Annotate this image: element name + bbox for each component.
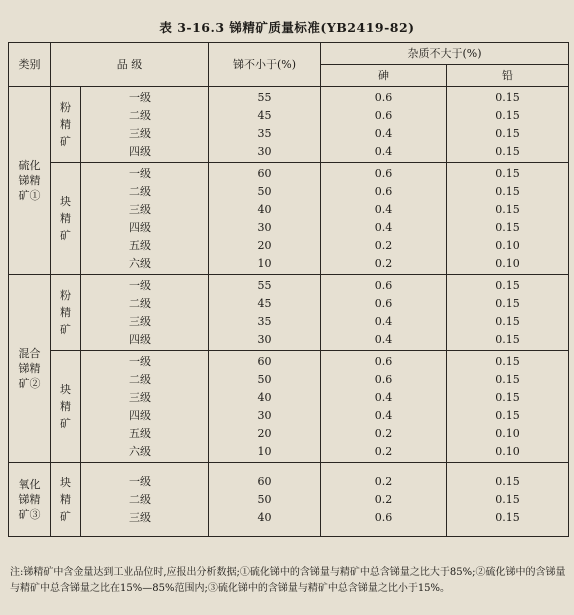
pb-value: 0.15: [495, 126, 520, 140]
sb-value: 30: [257, 408, 272, 422]
subcategory-cell: [51, 351, 81, 463]
sb-values-cell: [209, 163, 321, 275]
category-name-line: 锑精: [18, 362, 41, 375]
subcategory-name-line: 矿: [60, 229, 71, 242]
subcategory-name-line: 矿: [60, 510, 71, 523]
as-value: 0.4: [374, 314, 393, 328]
pb-value: 0.15: [495, 220, 520, 234]
as-value: 0.6: [374, 354, 393, 368]
table-title: 表 3-16.3 锑精矿质量标准(YB2419-82): [159, 20, 415, 35]
subcategory-name-line: 块: [60, 383, 71, 396]
table-row: [9, 463, 569, 537]
grade-value: 一级: [129, 90, 151, 104]
pb-value: 0.15: [495, 184, 520, 198]
grade-value: 一级: [129, 474, 151, 488]
sb-value: 55: [257, 90, 272, 104]
grade-value: 五级: [129, 238, 151, 252]
pb-value: 0.15: [495, 372, 520, 386]
grade-value: 二级: [129, 184, 151, 198]
as-values-cell: [321, 463, 447, 537]
header-pb: 铅: [447, 65, 569, 87]
as-value: 0.6: [374, 184, 393, 198]
subcategory-name-line: 精: [60, 493, 71, 506]
as-value: 0.6: [374, 510, 393, 524]
subcategory-cell: [51, 87, 81, 163]
grade-value: 二级: [129, 492, 151, 506]
subcategory-cell: [51, 163, 81, 275]
sb-value: 50: [257, 492, 272, 506]
pb-values-cell: [447, 463, 569, 537]
as-value: 0.4: [374, 202, 393, 216]
as-value: 0.2: [374, 492, 393, 506]
as-value: 0.4: [374, 220, 393, 234]
sb-value: 55: [257, 278, 272, 292]
table-row: [9, 163, 569, 275]
subcategory-name-line: 粉: [60, 289, 71, 302]
as-values-cell: [321, 351, 447, 463]
subcategory-name-line: 精: [60, 400, 71, 413]
category-cell: [9, 463, 51, 537]
grade-value: 五级: [129, 426, 151, 440]
grade-value: 二级: [129, 372, 151, 386]
as-value: 0.2: [374, 444, 393, 458]
header-as: 砷: [321, 65, 447, 87]
as-value: 0.6: [374, 166, 393, 180]
category-name-line: 锑精: [18, 174, 41, 187]
pb-value: 0.15: [495, 474, 520, 488]
quality-standard-table: [8, 42, 569, 537]
category-name-line: 混合: [18, 347, 41, 360]
grade-values-cell: [81, 463, 209, 537]
sb-value: 50: [257, 184, 272, 198]
header-impurity: 杂质不大于(%): [321, 43, 569, 65]
as-value: 0.4: [374, 390, 393, 404]
pb-value: 0.15: [495, 354, 520, 368]
pb-values-cell: [447, 87, 569, 163]
grade-value: 二级: [129, 108, 151, 122]
pb-value: 0.15: [495, 296, 520, 310]
category-cell: [9, 87, 51, 275]
grade-values-cell: [81, 163, 209, 275]
sb-value: 35: [257, 126, 272, 140]
sb-value: 30: [257, 220, 272, 234]
as-values-cell: [321, 275, 447, 351]
pb-value: 0.15: [495, 314, 520, 328]
grade-value: 四级: [129, 332, 151, 346]
subcategory-name-line: 块: [60, 195, 71, 208]
grade-value: 四级: [129, 144, 151, 158]
pb-values-cell: [447, 351, 569, 463]
category-name-line: 氧化: [18, 478, 41, 491]
grade-value: 六级: [129, 444, 151, 458]
as-value: 0.6: [374, 90, 393, 104]
subcategory-name-line: 矿: [60, 135, 71, 148]
as-value: 0.6: [374, 372, 393, 386]
pb-value: 0.10: [495, 426, 520, 440]
sb-value: 45: [257, 296, 272, 310]
grade-value: 一级: [129, 354, 151, 368]
as-value: 0.2: [374, 238, 393, 252]
grade-values-cell: [81, 87, 209, 163]
pb-values-cell: [447, 163, 569, 275]
table-row: [9, 275, 569, 351]
as-value: 0.6: [374, 108, 393, 122]
as-values-cell: [321, 87, 447, 163]
as-value: 0.2: [374, 256, 393, 270]
header-category: 类别: [9, 43, 51, 87]
grade-value: 一级: [129, 166, 151, 180]
grade-value: 一级: [129, 278, 151, 292]
grade-value: 三级: [129, 202, 151, 216]
sb-values-cell: [209, 275, 321, 351]
pb-value: 0.10: [495, 256, 520, 270]
pb-value: 0.15: [495, 90, 520, 104]
table-body: [9, 87, 569, 537]
as-value: 0.6: [374, 278, 393, 292]
header-sb: 锑不小于(%): [209, 43, 321, 87]
pb-value: 0.15: [495, 202, 520, 216]
pb-value: 0.15: [495, 408, 520, 422]
as-value: 0.2: [374, 474, 393, 488]
subcategory-name-line: 精: [60, 212, 71, 225]
grade-value: 四级: [129, 220, 151, 234]
sb-values-cell: [209, 463, 321, 537]
category-name-line: 矿③: [18, 508, 41, 521]
category-name-line: 锑精: [18, 493, 41, 506]
sb-value: 10: [257, 444, 272, 458]
header-grade: 品 级: [51, 43, 209, 87]
category-cell: [9, 275, 51, 463]
pb-value: 0.15: [495, 332, 520, 346]
sb-values-cell: [209, 87, 321, 163]
subcategory-name-line: 矿: [60, 323, 71, 336]
sb-value: 40: [257, 510, 272, 524]
grade-value: 二级: [129, 296, 151, 310]
pb-value: 0.15: [495, 492, 520, 506]
pb-value: 0.15: [495, 144, 520, 158]
grade-values-cell: [81, 351, 209, 463]
category-name-line: 硫化: [18, 159, 41, 172]
sb-value: 60: [257, 166, 272, 180]
subcategory-name-line: 粉: [60, 101, 71, 114]
sb-value: 35: [257, 314, 272, 328]
table-row: [9, 87, 569, 163]
sb-value: 20: [257, 426, 272, 440]
as-value: 0.2: [374, 426, 393, 440]
table-row: [9, 351, 569, 463]
as-value: 0.4: [374, 126, 393, 140]
category-name-line: 矿②: [18, 377, 41, 390]
subcategory-name-line: 精: [60, 306, 71, 319]
sb-value: 60: [257, 354, 272, 368]
grade-value: 六级: [129, 256, 151, 270]
sb-value: 60: [257, 474, 272, 488]
grade-value: 四级: [129, 408, 151, 422]
grade-value: 三级: [129, 390, 151, 404]
grade-value: 三级: [129, 510, 151, 524]
as-value: 0.4: [374, 408, 393, 422]
pb-values-cell: [447, 275, 569, 351]
sb-value: 30: [257, 332, 272, 346]
grade-value: 三级: [129, 314, 151, 328]
header-row-1: [9, 43, 569, 65]
as-values-cell: [321, 163, 447, 275]
pb-value: 0.15: [495, 166, 520, 180]
subcategory-cell: [51, 275, 81, 351]
sb-value: 50: [257, 372, 272, 386]
grade-values-cell: [81, 275, 209, 351]
pb-value: 0.10: [495, 444, 520, 458]
subcategory-cell: [51, 463, 81, 537]
subcategory-name-line: 矿: [60, 417, 71, 430]
table-note: 注:锑精矿中含金量达到工业品位时,应报出分析数据;①硫化锑中的含锑量与精矿中总含锑量之比大于85%;②硫化锑中的含锑量与精矿中总含锑量之比在15%—85%范围内;③硫化锑中的含锑量与精矿中总含锑量之比小于15%。: [10, 567, 566, 594]
pb-value: 0.15: [495, 390, 520, 404]
sb-value: 45: [257, 108, 272, 122]
as-value: 0.6: [374, 296, 393, 310]
pb-value: 0.10: [495, 238, 520, 252]
subcategory-name-line: 块: [60, 476, 71, 489]
sb-values-cell: [209, 351, 321, 463]
pb-value: 0.15: [495, 278, 520, 292]
sb-value: 40: [257, 390, 272, 404]
pb-value: 0.15: [495, 108, 520, 122]
as-value: 0.4: [374, 144, 393, 158]
grade-value: 三级: [129, 126, 151, 140]
subcategory-name-line: 精: [60, 118, 71, 131]
sb-value: 40: [257, 202, 272, 216]
sb-value: 20: [257, 238, 272, 252]
as-value: 0.4: [374, 332, 393, 346]
category-name-line: 矿①: [18, 189, 41, 202]
pb-value: 0.15: [495, 510, 520, 524]
sb-value: 10: [257, 256, 272, 270]
sb-value: 30: [257, 144, 272, 158]
